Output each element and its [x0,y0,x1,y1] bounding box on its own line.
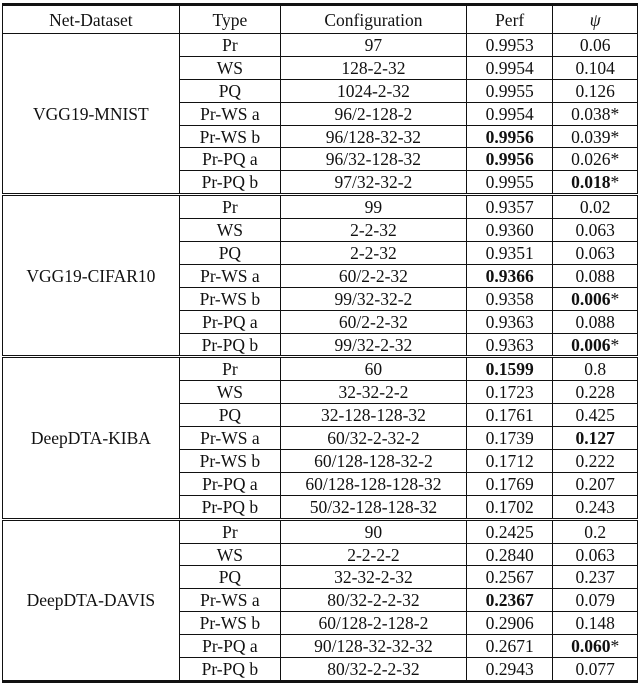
perf-cell [466,404,553,427]
type-cell [179,287,280,310]
type-cell-value: Pr-PQ a [202,473,258,494]
psi-cell [553,242,638,265]
psi-cell [553,612,638,635]
configuration-cell [280,34,466,57]
configuration-cell [280,219,466,242]
type-cell [179,219,280,242]
psi-cell-value: 0.063 [575,242,615,263]
perf-cell [466,171,553,195]
configuration-cell-value: 96/128-32-32 [325,126,422,147]
psi-cell-value: 0.243 [575,496,615,517]
type-cell-value: Pr-PQ b [201,172,259,193]
configuration-cell-value: 60/128-2-128-2 [318,613,429,634]
perf-cell [466,357,553,381]
type-cell-value: WS [216,544,243,565]
configuration-cell [280,472,466,495]
configuration-cell [280,589,466,612]
type-cell [179,125,280,148]
configuration-cell-value: 90 [364,521,383,542]
results-table [2,3,638,683]
type-cell [179,472,280,495]
type-cell-value: Pr-WS b [199,450,261,471]
type-cell [179,56,280,79]
perf-cell [466,219,553,242]
perf-cell-value: 0.9955 [485,172,534,193]
type-cell [179,589,280,612]
psi-cell-value: 0.02 [579,197,611,218]
perf-cell-value: 0.1712 [485,450,534,471]
significance-asterisk: * [610,126,620,147]
perf-cell [466,264,553,287]
perf-cell [466,195,553,219]
psi-cell [553,543,638,566]
type-cell [179,34,280,57]
configuration-cell [280,310,466,333]
configuration-cell [280,404,466,427]
perf-cell [466,472,553,495]
perf-cell-value: 0.1739 [485,428,534,449]
psi-cell [553,450,638,473]
psi-cell [553,404,638,427]
configuration-cell-value: 32-128-128-32 [320,405,426,426]
perf-cell [466,56,553,79]
psi-cell [553,589,638,612]
header-type: Type [179,5,280,34]
table-row [3,195,638,219]
configuration-cell [280,148,466,171]
perf-cell [466,450,553,473]
type-cell [179,450,280,473]
type-cell-value: WS [216,382,243,403]
perf-cell [466,333,553,357]
perf-cell [466,242,553,265]
type-cell-value: Pr-WS a [200,265,260,286]
configuration-cell [280,381,466,404]
psi-cell [553,427,638,450]
type-cell-value: Pr-PQ b [201,334,259,355]
perf-cell [466,427,553,450]
dataset-cell: DeepDTA-KIBA [3,357,180,519]
type-cell-value: Pr-WS b [199,613,261,634]
configuration-cell-value: 60/128-128-128-32 [305,473,442,494]
configuration-cell-value: 50/32-128-128-32 [309,496,438,517]
psi-cell [553,519,638,543]
psi-cell-value: 0.207 [575,473,615,494]
configuration-cell-value: 32-32-2-2 [338,382,409,403]
perf-cell [466,148,553,171]
psi-cell-value: 0.088 [575,311,615,332]
perf-cell-value: 0.1702 [485,496,534,517]
type-cell-value: WS [216,57,243,78]
type-cell-value: Pr [222,521,238,542]
perf-cell-value: 0.9363 [485,311,534,332]
configuration-cell-value: 99 [364,197,383,218]
type-cell-value: Pr-PQ a [202,149,258,170]
psi-cell-value: 0.063 [575,544,615,565]
psi-cell-value: 0.006 [571,334,611,355]
psi-cell-value: 0.237 [575,567,615,588]
configuration-cell-value: 2-2-32 [350,220,397,241]
psi-cell [553,381,638,404]
type-cell-value: WS [216,220,243,241]
type-cell [179,357,280,381]
psi-cell [553,125,638,148]
significance-asterisk: * [610,636,620,657]
type-cell [179,102,280,125]
table-row [3,34,638,57]
perf-cell-value: 0.2567 [485,567,534,588]
perf-cell-value: 0.2671 [485,636,534,657]
type-cell [179,612,280,635]
perf-cell [466,543,553,566]
configuration-cell-value: 97 [364,34,383,55]
perf-cell-value: 0.2425 [485,521,534,542]
configuration-cell-value: 128-2-32 [341,57,406,78]
perf-cell-value: 0.9366 [485,265,534,286]
significance-asterisk: * [610,288,620,309]
configuration-cell [280,635,466,658]
configuration-cell [280,519,466,543]
configuration-cell-value: 80/32-2-2-32 [327,590,420,611]
configuration-cell-value: 2-2-32 [350,242,397,263]
type-cell [179,148,280,171]
type-cell-value: Pr-WS a [200,103,260,124]
perf-cell-value: 0.1723 [485,382,534,403]
configuration-cell-value: 80/32-2-2-32 [327,658,420,679]
psi-cell-value: 0.2 [584,521,607,542]
psi-cell-value: 0.060 [571,636,611,657]
configuration-cell [280,264,466,287]
header-net-dataset: Net-Dataset [3,5,180,34]
table-row [3,519,638,543]
psi-cell [553,195,638,219]
psi-cell-value: 0.425 [575,405,615,426]
configuration-cell [280,79,466,102]
configuration-cell-value: 32-32-2-32 [334,567,413,588]
configuration-cell-value: 96/2-128-2 [334,103,413,124]
configuration-cell-value: 60/2-2-32 [338,265,408,286]
table-row [3,357,638,381]
psi-cell-value: 0.8 [584,359,607,380]
psi-cell [553,171,638,195]
type-cell-value: Pr-PQ b [201,658,259,679]
psi-cell-value: 0.228 [575,382,615,403]
psi-cell-value: 0.079 [575,590,615,611]
dataset-cell: VGG19-MNIST [3,34,180,195]
perf-cell-value: 0.2840 [485,544,534,565]
perf-cell-value: 0.9954 [485,103,534,124]
significance-asterisk: * [610,149,620,170]
configuration-cell [280,125,466,148]
configuration-cell-value: 60/2-2-32 [338,311,408,332]
psi-cell [553,310,638,333]
configuration-cell [280,56,466,79]
configuration-cell-value: 90/128-32-32-32 [314,636,433,657]
type-cell-value: PQ [218,242,242,263]
perf-cell-value: 0.1761 [485,405,534,426]
type-cell-value: PQ [218,80,242,101]
psi-cell-value: 0.038 [571,103,611,124]
configuration-cell [280,195,466,219]
perf-cell [466,495,553,519]
perf-cell [466,125,553,148]
perf-cell [466,310,553,333]
type-cell [179,333,280,357]
configuration-cell [280,495,466,519]
psi-cell-value: 0.088 [575,265,615,286]
psi-cell [553,333,638,357]
configuration-cell [280,102,466,125]
type-cell [179,519,280,543]
perf-cell [466,381,553,404]
psi-cell-value: 0.063 [575,220,615,241]
psi-cell [553,148,638,171]
configuration-cell [280,171,466,195]
type-cell-value: Pr [222,197,238,218]
psi-cell-value: 0.127 [575,428,615,449]
significance-asterisk: * [610,334,620,355]
header-psi: ψ [553,5,638,34]
perf-cell-value: 0.2906 [485,613,534,634]
perf-cell-value: 0.9953 [485,34,534,55]
type-cell-value: Pr [222,359,238,380]
psi-cell-value: 0.126 [575,80,615,101]
psi-cell [553,102,638,125]
psi-cell [553,635,638,658]
psi-cell-value: 0.104 [575,57,615,78]
configuration-cell-value: 99/32-32-2 [334,288,413,309]
psi-cell-value: 0.06 [579,34,611,55]
configuration-cell-value: 96/32-128-32 [325,149,422,170]
type-cell [179,310,280,333]
perf-cell [466,566,553,589]
psi-cell [553,219,638,242]
configuration-cell [280,543,466,566]
type-cell [179,566,280,589]
type-cell-value: Pr-WS b [199,288,261,309]
configuration-cell-value: 99/32-2-32 [334,334,413,355]
type-cell [179,195,280,219]
type-cell [179,404,280,427]
configuration-cell-value: 97/32-32-2 [334,172,413,193]
type-cell-value: PQ [218,405,242,426]
header-configuration: Configuration [280,5,466,34]
type-cell [179,427,280,450]
type-cell [179,171,280,195]
configuration-cell [280,287,466,310]
perf-cell-value: 0.1769 [485,473,534,494]
type-cell-value: Pr-WS b [199,126,261,147]
type-cell [179,79,280,102]
configuration-cell [280,566,466,589]
perf-cell-value: 0.2367 [485,590,534,611]
type-cell-value: Pr-WS a [200,428,260,449]
type-cell [179,635,280,658]
type-cell-value: Pr-WS a [200,590,260,611]
psi-cell [553,56,638,79]
psi-cell-value: 0.222 [575,450,615,471]
perf-cell-value: 0.9956 [485,149,534,170]
perf-cell-value: 0.9363 [485,334,534,355]
psi-cell [553,79,638,102]
perf-cell-value: 0.9351 [485,242,534,263]
perf-cell [466,102,553,125]
type-cell [179,381,280,404]
psi-cell-value: 0.026 [571,149,611,170]
configuration-cell [280,242,466,265]
type-cell-value: Pr [222,34,238,55]
perf-cell [466,79,553,102]
perf-cell-value: 0.9954 [485,57,534,78]
psi-cell [553,357,638,381]
psi-cell-value: 0.077 [575,658,615,679]
type-cell-value: Pr-PQ a [202,636,258,657]
significance-asterisk: * [610,103,620,124]
header-row [3,5,638,34]
perf-cell-value: 0.1599 [485,359,534,380]
psi-cell-value: 0.006 [571,288,611,309]
type-cell-value: Pr-PQ a [202,311,258,332]
perf-cell-value: 0.9358 [485,288,534,309]
configuration-cell [280,450,466,473]
configuration-cell-value: 60/32-2-32-2 [327,428,420,449]
configuration-cell-value: 2-2-2-2 [347,544,400,565]
psi-cell [553,34,638,57]
perf-cell-value: 0.2943 [485,658,534,679]
configuration-cell-value: 1024-2-32 [336,80,410,101]
psi-cell-value: 0.148 [575,613,615,634]
header-perf: Perf [466,5,553,34]
type-cell [179,495,280,519]
type-cell-value: Pr-PQ b [201,496,259,517]
psi-cell [553,472,638,495]
configuration-cell [280,612,466,635]
psi-cell [553,264,638,287]
psi-cell-value: 0.018 [571,172,611,193]
type-cell [179,543,280,566]
dataset-cell: VGG19-CIFAR10 [3,195,180,357]
perf-cell [466,287,553,310]
type-cell [179,264,280,287]
psi-cell [553,495,638,519]
psi-cell-value: 0.039 [571,126,611,147]
configuration-cell [280,357,466,381]
dataset-cell: DeepDTA-DAVIS [3,519,180,681]
perf-cell-value: 0.9357 [485,197,534,218]
psi-cell [553,566,638,589]
configuration-cell [280,333,466,357]
perf-cell [466,519,553,543]
perf-cell-value: 0.9956 [485,126,534,147]
configuration-cell-value: 60 [364,359,383,380]
type-cell [179,242,280,265]
significance-asterisk: * [610,172,620,193]
configuration-cell [280,427,466,450]
configuration-cell-value: 60/128-128-32-2 [314,450,433,471]
perf-cell [466,612,553,635]
perf-cell-value: 0.9955 [485,80,534,101]
psi-cell [553,287,638,310]
perf-cell [466,34,553,57]
perf-cell [466,635,553,658]
perf-cell-value: 0.9360 [485,220,534,241]
type-cell-value: PQ [218,567,242,588]
perf-cell [466,589,553,612]
